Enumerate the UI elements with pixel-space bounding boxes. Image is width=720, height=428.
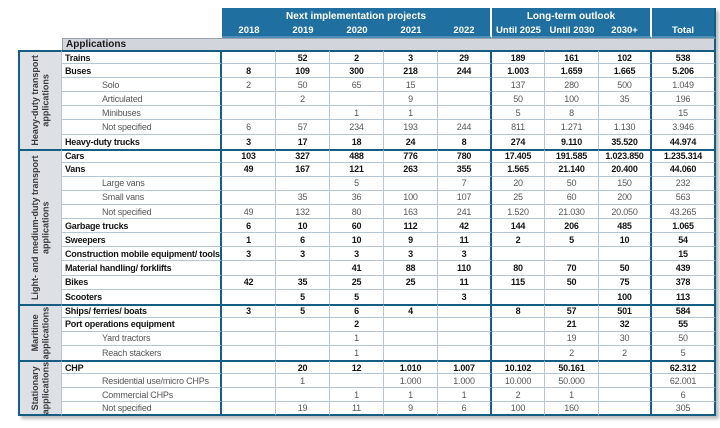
value-cell: 144 (492, 219, 545, 233)
value-cell: 50 (492, 92, 545, 106)
value-cell: 1.000 (384, 374, 438, 388)
value-cell: 35 (599, 92, 652, 106)
row-label: Material handling/ forklifts (62, 261, 222, 275)
value-cell: 5 (330, 177, 384, 191)
value-cell: 488 (330, 149, 384, 163)
value-cell: 3 (222, 247, 276, 261)
value-cell: 1 (384, 388, 438, 402)
value-cell: 21.030 (545, 205, 599, 219)
value-cell: 6 (222, 219, 276, 233)
value-cell: 5.206 (652, 64, 716, 78)
value-cell (222, 332, 276, 346)
value-cell (276, 177, 330, 191)
value-cell: 6 (222, 120, 276, 134)
value-cell: 20 (492, 177, 545, 191)
column-header-outlook: Until 2030 (545, 25, 599, 38)
value-cell (545, 290, 599, 304)
row-label: Solo (62, 78, 222, 92)
value-cell: 2 (599, 346, 652, 360)
value-cell: 8 (438, 135, 492, 149)
value-cell: 2 (545, 346, 599, 360)
value-cell (222, 50, 276, 64)
value-cell: 244 (438, 120, 492, 134)
value-cell: 234 (330, 120, 384, 134)
value-cell (276, 332, 330, 346)
column-header-year: 2020 (330, 25, 384, 38)
value-cell (222, 177, 276, 191)
value-cell (276, 318, 330, 332)
row-label: Reach stackers (62, 346, 222, 360)
value-cell: 2 (330, 50, 384, 64)
value-cell (438, 318, 492, 332)
value-cell: 55 (652, 318, 716, 332)
value-cell: 1 (330, 388, 384, 402)
value-cell (222, 261, 276, 275)
column-header-year: 2019 (276, 25, 330, 38)
value-cell: 1.023.850 (599, 149, 652, 163)
value-cell: 102 (599, 50, 652, 64)
value-cell: 206 (545, 219, 599, 233)
value-cell (222, 402, 276, 416)
value-cell: 121 (330, 163, 384, 177)
value-cell: 11 (438, 233, 492, 247)
group-label (18, 149, 62, 304)
row-label: Articulated (62, 92, 222, 106)
value-cell: 18 (330, 135, 384, 149)
value-cell: 24 (384, 135, 438, 149)
group-label-text: Maritime applications (30, 306, 51, 360)
value-cell (492, 332, 545, 346)
value-cell (222, 106, 276, 120)
column-header-year: 2022 (438, 25, 492, 38)
value-cell (276, 106, 330, 120)
value-cell: 2 (492, 233, 545, 247)
group-label-text: Light- and medium-duty transport applications (30, 154, 51, 300)
value-cell: 780 (438, 149, 492, 163)
value-cell: 50 (599, 261, 652, 275)
value-cell: 50 (652, 332, 716, 346)
group-label (18, 50, 62, 149)
value-cell (438, 106, 492, 120)
value-cell (438, 92, 492, 106)
value-cell: 49 (222, 205, 276, 219)
value-cell: 1 (330, 332, 384, 346)
value-cell: 1 (330, 106, 384, 120)
value-cell: 1.659 (545, 64, 599, 78)
value-cell: 65 (330, 78, 384, 92)
value-cell: 1.003 (492, 64, 545, 78)
value-cell: 160 (545, 402, 599, 416)
row-label: Not specified (62, 120, 222, 134)
value-cell: 60 (545, 191, 599, 205)
value-cell: 3 (438, 247, 492, 261)
value-cell: 50 (545, 276, 599, 290)
value-cell: 6 (652, 388, 716, 402)
value-cell (222, 360, 276, 374)
value-cell (222, 388, 276, 402)
value-cell (276, 346, 330, 360)
value-cell: 112 (384, 219, 438, 233)
value-cell: 57 (545, 304, 599, 318)
row-label: Not specified (62, 402, 222, 416)
value-cell: 5 (276, 304, 330, 318)
value-cell: 21.140 (545, 163, 599, 177)
column-header-total: Total (652, 25, 716, 38)
column-group-header-long-term: Long-term outlook (492, 8, 652, 25)
value-cell: 4 (384, 304, 438, 318)
value-cell: 355 (438, 163, 492, 177)
value-cell: 305 (652, 402, 716, 416)
row-label: Scooters (62, 290, 222, 304)
value-cell: 3 (438, 290, 492, 304)
value-cell: 54 (652, 233, 716, 247)
value-cell (438, 78, 492, 92)
value-cell: 100 (384, 191, 438, 205)
value-cell (276, 261, 330, 275)
value-cell: 189 (492, 50, 545, 64)
row-label: Garbage trucks (62, 219, 222, 233)
value-cell: 5 (492, 106, 545, 120)
value-cell: 584 (652, 304, 716, 318)
value-cell: 1.565 (492, 163, 545, 177)
row-label: CHP (62, 360, 222, 374)
value-cell: 218 (384, 64, 438, 78)
value-cell: 70 (545, 261, 599, 275)
value-cell: 500 (599, 78, 652, 92)
value-cell (599, 388, 652, 402)
value-cell (384, 332, 438, 346)
value-cell: 42 (222, 276, 276, 290)
value-cell: 49 (222, 163, 276, 177)
value-cell: 1 (438, 388, 492, 402)
value-cell: 50 (276, 78, 330, 92)
row-label: Large vans (62, 177, 222, 191)
value-cell: 9 (384, 402, 438, 416)
value-cell: 161 (545, 50, 599, 64)
value-cell: 1 (330, 346, 384, 360)
value-cell: 1.049 (652, 78, 716, 92)
row-label: Commercial CHPs (62, 388, 222, 402)
value-cell: 163 (384, 205, 438, 219)
value-cell (599, 374, 652, 388)
value-cell: 137 (492, 78, 545, 92)
row-label: Trains (62, 50, 222, 64)
value-cell: 1.007 (438, 360, 492, 374)
group-label (18, 360, 62, 416)
value-cell: 1.235.314 (652, 149, 716, 163)
value-cell: 62.312 (652, 360, 716, 374)
value-cell: 109 (276, 64, 330, 78)
row-label: Bikes (62, 276, 222, 290)
value-cell: 776 (384, 149, 438, 163)
value-cell: 1 (384, 106, 438, 120)
value-cell: 9.110 (545, 135, 599, 149)
value-cell: 107 (438, 191, 492, 205)
value-cell: 35 (276, 191, 330, 205)
value-cell (384, 318, 438, 332)
value-cell: 10 (599, 233, 652, 247)
value-cell: 1.010 (384, 360, 438, 374)
value-cell: 100 (492, 402, 545, 416)
value-cell: 8 (492, 304, 545, 318)
value-cell: 36 (330, 191, 384, 205)
value-cell: 57 (276, 120, 330, 134)
value-cell: 35.520 (599, 135, 652, 149)
row-label: Yard tractors (62, 332, 222, 346)
value-cell: 196 (652, 92, 716, 106)
value-cell (222, 92, 276, 106)
value-cell: 3 (276, 247, 330, 261)
column-header-outlook: Until 2025 (492, 25, 545, 38)
implementation-table (18, 8, 716, 416)
value-cell: 2 (276, 92, 330, 106)
value-cell: 32 (599, 318, 652, 332)
value-cell: 485 (599, 219, 652, 233)
value-cell: 3.946 (652, 120, 716, 134)
value-cell: 11 (438, 276, 492, 290)
value-cell: 50 (545, 177, 599, 191)
value-cell: 3 (384, 50, 438, 64)
value-cell: 244 (438, 64, 492, 78)
value-cell: 15 (652, 106, 716, 120)
value-cell: 1.000 (438, 374, 492, 388)
value-cell (438, 346, 492, 360)
value-cell: 25 (492, 191, 545, 205)
row-label: Sweepers (62, 233, 222, 247)
value-cell: 8 (545, 106, 599, 120)
row-label: Buses (62, 64, 222, 78)
value-cell: 103 (222, 149, 276, 163)
value-cell: 80 (330, 205, 384, 219)
value-cell: 110 (438, 261, 492, 275)
value-cell: 9 (384, 92, 438, 106)
value-cell (492, 346, 545, 360)
value-cell (599, 247, 652, 261)
value-cell: 25 (330, 276, 384, 290)
value-cell: 1 (276, 374, 330, 388)
value-cell: 60 (330, 219, 384, 233)
value-cell: 327 (276, 149, 330, 163)
row-label: Small vans (62, 191, 222, 205)
value-cell: 42 (438, 219, 492, 233)
row-label: Vans (62, 163, 222, 177)
value-cell: 62.001 (652, 374, 716, 388)
value-cell: 9 (384, 233, 438, 247)
value-cell: 11 (330, 402, 384, 416)
group-label-text: Stationary applications (30, 361, 51, 415)
column-group-header-next-projects: Next implementation projects (222, 8, 492, 25)
value-cell (492, 247, 545, 261)
value-cell: 29 (438, 50, 492, 64)
value-cell: 1.520 (492, 205, 545, 219)
value-cell: 20.050 (599, 205, 652, 219)
value-cell (222, 346, 276, 360)
value-cell: 300 (330, 64, 384, 78)
value-cell (222, 191, 276, 205)
value-cell: 439 (652, 261, 716, 275)
value-cell: 75 (599, 276, 652, 290)
value-cell: 19 (545, 332, 599, 346)
value-cell: 115 (492, 276, 545, 290)
value-cell (492, 290, 545, 304)
value-cell: 5 (652, 346, 716, 360)
value-cell: 1.065 (652, 219, 716, 233)
column-header-outlook: 2030+ (599, 25, 652, 38)
value-cell: 280 (545, 78, 599, 92)
value-cell: 538 (652, 50, 716, 64)
row-label: Minibuses (62, 106, 222, 120)
value-cell: 811 (492, 120, 545, 134)
value-cell: 3 (222, 304, 276, 318)
value-cell: 44.974 (652, 135, 716, 149)
column-header-year: 2018 (222, 25, 276, 38)
value-cell: 2 (492, 388, 545, 402)
value-cell (384, 290, 438, 304)
value-cell: 1.665 (599, 64, 652, 78)
value-cell (384, 346, 438, 360)
value-cell (222, 290, 276, 304)
value-cell: 191.585 (545, 149, 599, 163)
value-cell (438, 332, 492, 346)
row-label: Ships/ ferries/ boats (62, 304, 222, 318)
row-label: Cars (62, 149, 222, 163)
value-cell: 167 (276, 163, 330, 177)
row-label: Heavy-duty trucks (62, 135, 222, 149)
value-cell: 263 (384, 163, 438, 177)
value-cell: 20.400 (599, 163, 652, 177)
value-cell (384, 177, 438, 191)
value-cell (599, 360, 652, 374)
value-cell: 21 (545, 318, 599, 332)
value-cell (222, 318, 276, 332)
value-cell: 50.000 (545, 374, 599, 388)
column-group-header-total-spacer (652, 8, 716, 25)
value-cell: 1.130 (599, 120, 652, 134)
value-cell: 35 (276, 276, 330, 290)
value-cell: 50.161 (545, 360, 599, 374)
value-cell: 1.271 (545, 120, 599, 134)
value-cell: 3 (222, 135, 276, 149)
group-label (18, 304, 62, 360)
value-cell: 274 (492, 135, 545, 149)
value-cell: 10.000 (492, 374, 545, 388)
value-cell: 563 (652, 191, 716, 205)
value-cell: 17 (276, 135, 330, 149)
value-cell (545, 247, 599, 261)
value-cell: 241 (438, 205, 492, 219)
row-label: Port operations equipment (62, 318, 222, 332)
value-cell: 6 (276, 233, 330, 247)
value-cell: 10 (330, 233, 384, 247)
value-cell: 232 (652, 177, 716, 191)
value-cell (492, 318, 545, 332)
value-cell: 7 (438, 177, 492, 191)
value-cell: 17.405 (492, 149, 545, 163)
value-cell: 15 (384, 78, 438, 92)
value-cell: 1 (545, 388, 599, 402)
value-cell (599, 106, 652, 120)
value-cell: 25 (384, 276, 438, 290)
row-label: Construction mobile equipment/ tools (62, 247, 222, 261)
value-cell: 6 (330, 304, 384, 318)
value-cell: 113 (652, 290, 716, 304)
value-cell: 80 (492, 261, 545, 275)
value-cell: 5 (276, 290, 330, 304)
value-cell: 10 (276, 219, 330, 233)
value-cell (276, 388, 330, 402)
value-cell (330, 92, 384, 106)
value-cell: 12 (330, 360, 384, 374)
value-cell: 100 (599, 290, 652, 304)
value-cell: 200 (599, 191, 652, 205)
row-label: Not specified (62, 205, 222, 219)
applications-header: Applications (62, 38, 716, 50)
value-cell: 501 (599, 304, 652, 318)
value-cell (222, 374, 276, 388)
value-cell: 132 (276, 205, 330, 219)
value-cell: 15 (652, 247, 716, 261)
value-cell: 44.060 (652, 163, 716, 177)
value-cell: 8 (222, 64, 276, 78)
value-cell (438, 304, 492, 318)
value-cell: 41 (330, 261, 384, 275)
value-cell: 5 (330, 290, 384, 304)
value-cell: 30 (599, 332, 652, 346)
row-label: Residential use/micro CHPs (62, 374, 222, 388)
value-cell (330, 374, 384, 388)
value-cell: 378 (652, 276, 716, 290)
value-cell: 193 (384, 120, 438, 134)
value-cell: 2 (330, 318, 384, 332)
value-cell: 3 (384, 247, 438, 261)
value-cell: 5 (545, 233, 599, 247)
value-cell: 3 (330, 247, 384, 261)
value-cell (599, 402, 652, 416)
value-cell: 6 (438, 402, 492, 416)
value-cell: 88 (384, 261, 438, 275)
value-cell: 1 (222, 233, 276, 247)
value-cell: 19 (276, 402, 330, 416)
value-cell: 100 (545, 92, 599, 106)
value-cell: 20 (276, 360, 330, 374)
column-header-year: 2021 (384, 25, 438, 38)
value-cell: 150 (599, 177, 652, 191)
value-cell: 10.102 (492, 360, 545, 374)
group-label-text: Heavy-duty transport applications (30, 55, 51, 146)
value-cell: 43.265 (652, 205, 716, 219)
value-cell: 52 (276, 50, 330, 64)
value-cell: 2 (222, 78, 276, 92)
